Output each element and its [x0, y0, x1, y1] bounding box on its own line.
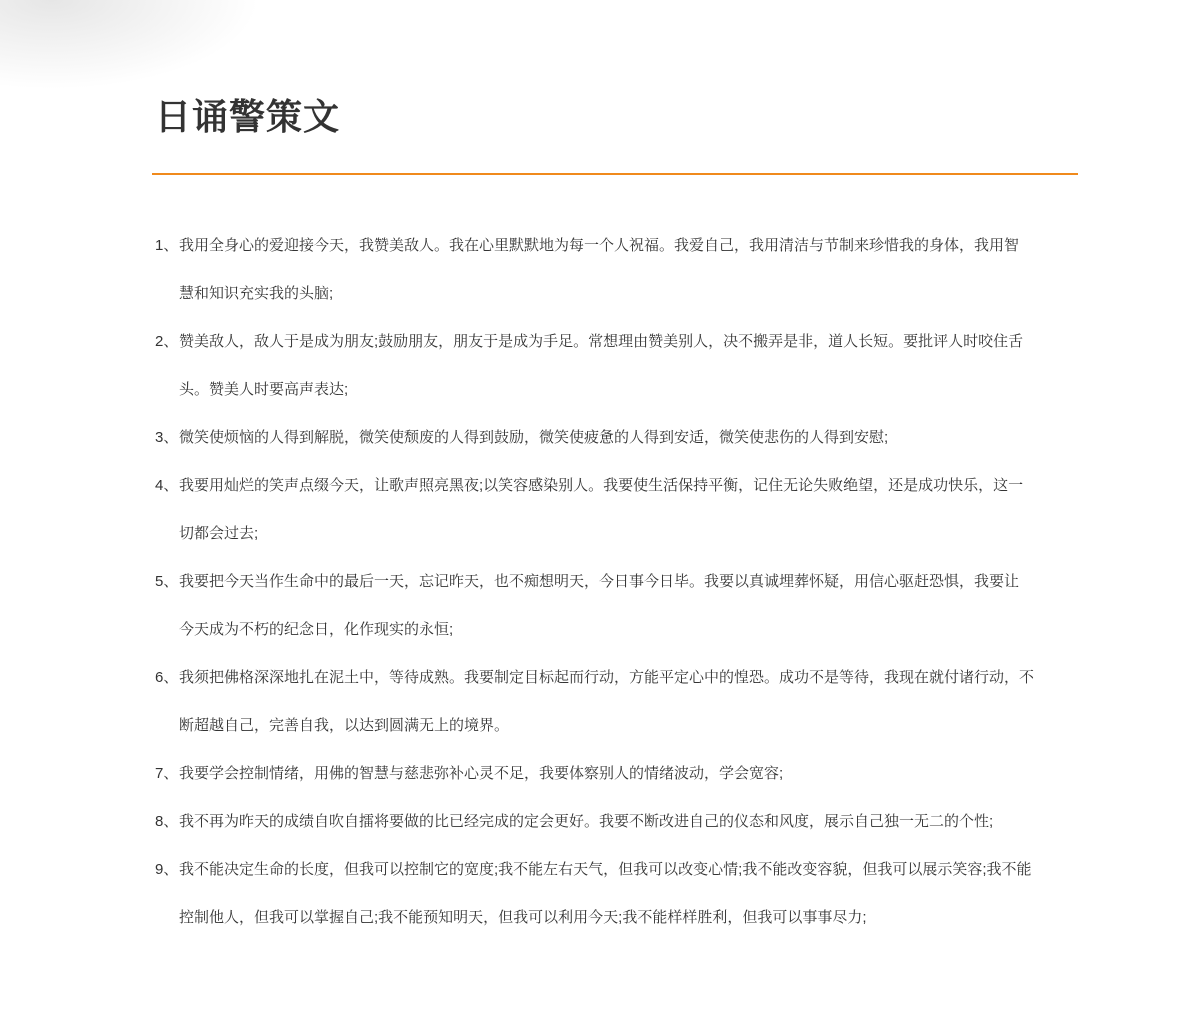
item-text: 微笑使烦恼的人得到解脱，微笑使颓废的人得到鼓励，微笑使疲惫的人得到安适，微笑使悲伤的人得到安慰;: [179, 429, 889, 446]
item-text: 我用全身心的爱迎接今天，我赞美敌人。我在心里默默地为每一个人祝福。我爱自己，我用清洁与节制来珍惜我的身体，我用智: [179, 237, 1020, 254]
title-divider: [152, 173, 1078, 175]
item-line: [155, 846, 1095, 894]
list-item: [155, 846, 1095, 942]
list-item: [155, 318, 1095, 414]
item-text: 赞美敌人，敌人于是成为朋友;鼓励朋友，朋友于是成为手足。常想理由赞美别人，决不搬弄是非，道人长短。要批评人时咬住舌: [179, 333, 1024, 350]
item-number: 8、: [155, 813, 179, 830]
list-item: [155, 414, 1095, 462]
list-item: [155, 558, 1095, 654]
item-number: 9、: [155, 861, 179, 878]
item-text: 我要学会控制情绪，用佛的智慧与慈悲弥补心灵不足，我要体察别人的情绪波动，学会宽容;: [179, 765, 784, 782]
item-line: [155, 654, 1095, 702]
item-text: 我要用灿烂的笑声点缀今天，让歌声照亮黑夜;以笑容感染别人。我要使生活保持平衡，记住无论失败绝望，还是成功快乐，这一: [179, 477, 1024, 494]
item-number: 6、: [155, 669, 179, 686]
item-text: 我不再为昨天的成绩自吹自擂将要做的比已经完成的定会更好。我要不断改进自己的仪态和风度，展示自己独一无二的个性;: [179, 813, 994, 830]
item-number: 5、: [155, 573, 179, 590]
list-item: [155, 462, 1095, 558]
maxim-list: [155, 222, 1095, 942]
item-line: [155, 606, 1095, 654]
item-number: 4、: [155, 477, 179, 494]
page-title: 日诵警策文: [155, 96, 341, 137]
item-line: [155, 318, 1095, 366]
item-line: [155, 366, 1095, 414]
item-line: [155, 558, 1095, 606]
item-number: 3、: [155, 429, 179, 446]
item-text: 我要把今天当作生命中的最后一天，忘记昨天，也不痴想明天，今日事今日毕。我要以真诚埋葬怀疑，用信心驱赶恐惧，我要让: [179, 573, 1020, 590]
item-text: 控制他人，但我可以掌握自己;我不能预知明天，但我可以利用今天;我不能样样胜利，但我可以事事尽力;: [179, 909, 867, 926]
item-text: 头。赞美人时要高声表达;: [179, 381, 349, 398]
item-text: 我须把佛格深深地扎在泥土中，等待成熟。我要制定目标起而行动，方能平定心中的惶恐。成功不是等待，我现在就付诸行动，不: [179, 669, 1035, 686]
item-number: 7、: [155, 765, 179, 782]
item-line: [155, 462, 1095, 510]
item-number: 2、: [155, 333, 179, 350]
item-line: [155, 702, 1095, 750]
item-line: [155, 222, 1095, 270]
item-line: [155, 798, 1095, 846]
item-text: 我不能决定生命的长度，但我可以控制它的宽度;我不能左右天气，但我可以改变心情;我不能改变容貌，但我可以展示笑容;我不能: [179, 861, 1032, 878]
item-text: 切都会过去;: [179, 525, 259, 542]
list-item: [155, 798, 1095, 846]
item-text: 今天成为不朽的纪念日，化作现实的永恒;: [179, 621, 454, 638]
item-line: [155, 414, 1095, 462]
item-text: 慧和知识充实我的头脑;: [179, 285, 334, 302]
item-line: [155, 510, 1095, 558]
list-item: [155, 750, 1095, 798]
item-line: [155, 270, 1095, 318]
item-text: 断超越自己，完善自我，以达到圆满无上的境界。: [179, 717, 510, 734]
background-shade: [0, 0, 260, 90]
item-number: 1、: [155, 237, 179, 254]
item-line: [155, 894, 1095, 942]
list-item: [155, 222, 1095, 318]
list-item: [155, 654, 1095, 750]
item-line: [155, 750, 1095, 798]
